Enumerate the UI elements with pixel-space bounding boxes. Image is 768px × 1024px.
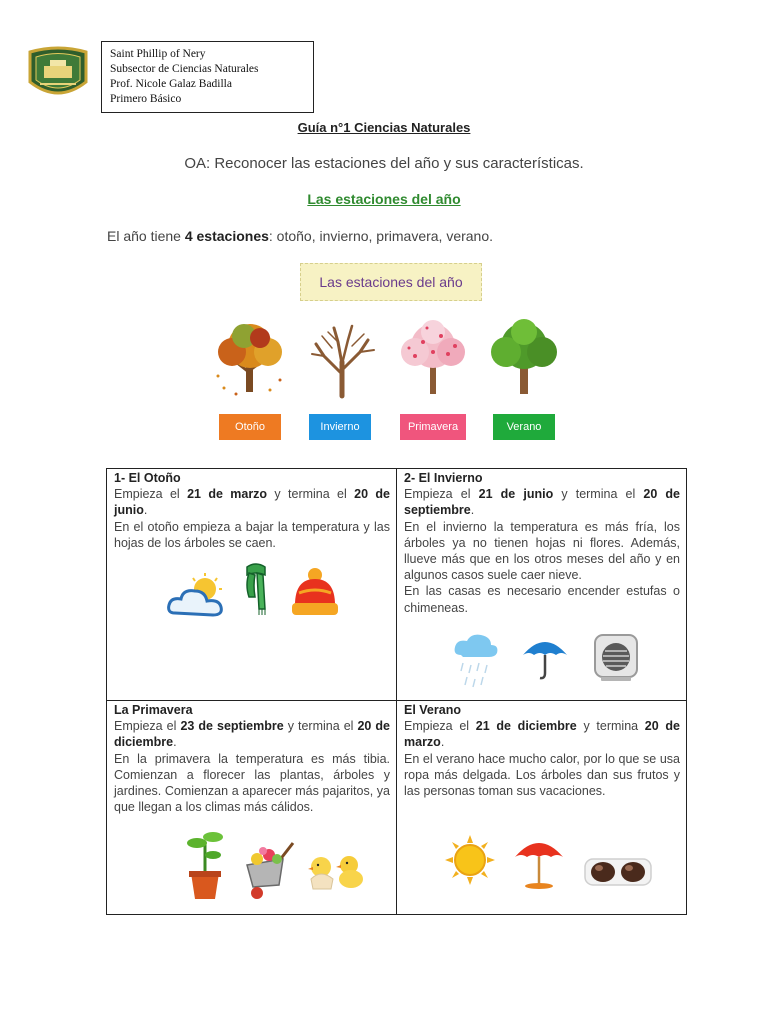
seasons-table: [106, 468, 687, 915]
summer-tree-icon: [484, 318, 564, 400]
cell-otono-heading: 1- El Otoño: [114, 471, 181, 485]
cell-otono-description: En el otoño empieza a bajar la temperatura y las hojas de los árboles se caen.: [114, 519, 390, 550]
flower-wheelbarrow-icon: [243, 839, 295, 901]
sun-icon: [445, 835, 495, 885]
intro-prefix: El año tiene: [107, 228, 185, 244]
beach-umbrella-icon: [513, 835, 565, 891]
cell-invierno-description2: En las casas es necesario encender estufas o chimeneas.: [404, 584, 680, 615]
sunglasses-icon: [583, 857, 653, 887]
heater-icon: [591, 631, 641, 683]
seasons-banner: Las estaciones del año: [300, 263, 482, 301]
cell-primavera: [107, 701, 397, 914]
cell-invierno: [397, 469, 686, 701]
season-tag-otono: Otoño: [219, 414, 281, 440]
cell-primavera-description: En la primavera la temperatura es más tibia. Comienzan a florecer las plantas, árboles y jardines. Comienzan a aparecer más pajaritos, ya que llegan a los climas más cálidos.: [114, 751, 390, 815]
cell-invierno-description: En el invierno la temperatura es más fría, los árboles ya no tienen hojas ni flores. Además, llueve más que en los otros meses del año y en algunos casos suele caer nieve.: [404, 519, 680, 583]
winter-tree-icon: [302, 318, 382, 400]
section-title: Las estaciones del año: [307, 191, 461, 207]
cell-otono: [107, 469, 397, 701]
grade-level: Primero Básico: [110, 93, 182, 105]
scarf-icon: [241, 563, 271, 619]
cell-verano-heading: El Verano: [404, 703, 461, 717]
cell-primavera-dates: Empieza el 23 de septiembre y termina el 20 de diciembre.: [114, 719, 390, 750]
cell-verano-description: En el verano hace mucho calor, por lo que se usa ropa más delgada. Los árboles dan sus frutos y las personas toman sus vacaciones.: [404, 751, 680, 799]
guide-title: Guía n°1 Ciencias Naturales: [297, 120, 471, 135]
wool-hat-icon: [289, 567, 341, 619]
intro-bold: 4 estaciones: [184, 228, 269, 244]
partly-cloudy-icon: [167, 573, 225, 619]
school-logo: [26, 46, 90, 102]
season-tag-verano: Verano: [493, 414, 555, 440]
cell-otono-dates: Empieza el 21 de marzo y termina el 20 de junio.: [114, 487, 390, 518]
potted-sprout-icon: [185, 829, 225, 901]
spring-tree-icon: [393, 318, 473, 400]
intro-suffix: : otoño, invierno, primavera, verano.: [268, 228, 494, 244]
cell-primavera-heading: La Primavera: [114, 703, 193, 717]
cell-invierno-dates: Empieza el 21 de junio y termina el 20 de septiembre.: [404, 487, 680, 518]
teacher-name: Prof. Nicole Galaz Badilla: [110, 78, 232, 90]
autumn-tree-icon: [210, 318, 290, 400]
season-tag-primavera: Primavera: [400, 414, 466, 440]
school-header-box: [101, 41, 314, 113]
cell-invierno-heading: 2- El Invierno: [404, 471, 483, 485]
school-name: Saint Phillip of Nery: [110, 48, 206, 60]
chicks-icon: [301, 849, 367, 893]
rain-cloud-icon: [453, 633, 499, 697]
learning-objective: OA: Reconocer las estaciones del año y sus características.: [184, 155, 584, 172]
umbrella-icon: [521, 633, 569, 681]
cell-verano-dates: Empieza el 21 de diciembre y termina 20 de marzo.: [404, 719, 680, 750]
cell-verano: [397, 701, 686, 914]
subject-name: Subsector de Ciencias Naturales: [110, 63, 259, 75]
season-tag-invierno: Invierno: [309, 414, 371, 440]
intro-sentence: [107, 228, 493, 244]
